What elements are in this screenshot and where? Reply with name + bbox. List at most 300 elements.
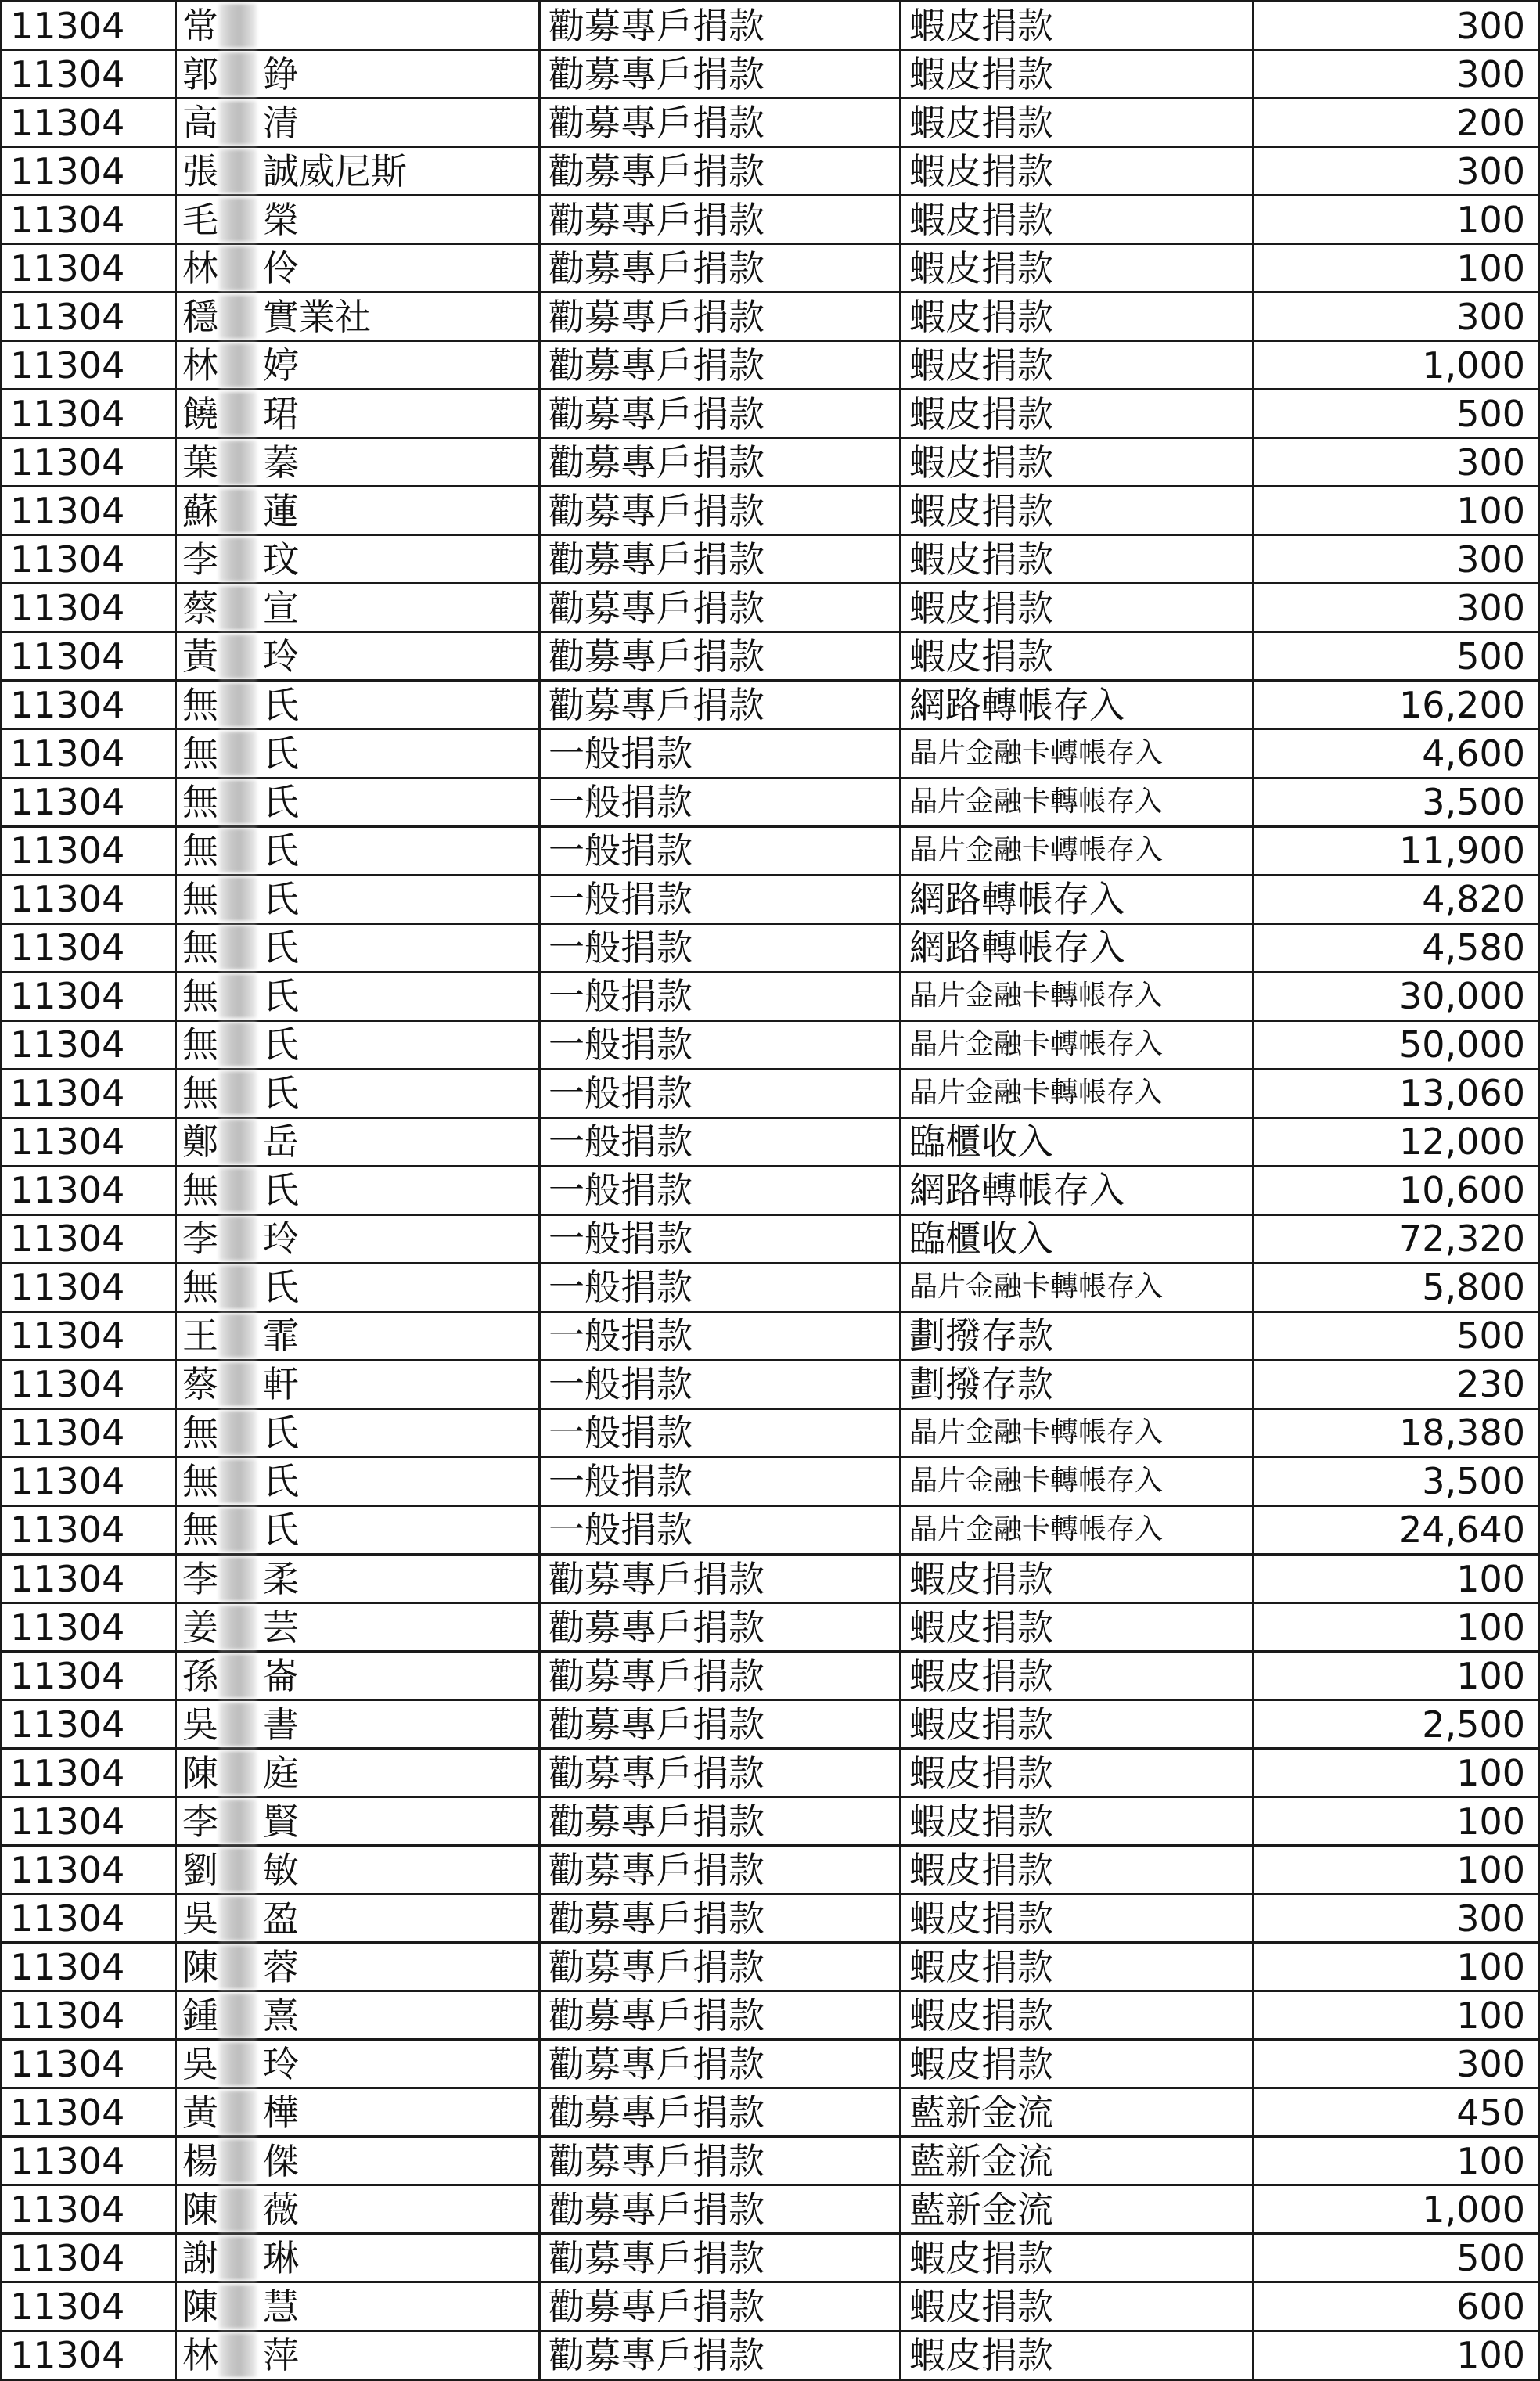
payment-method-cell: 蝦皮捐款: [901, 99, 1254, 147]
donor-surname: 李: [182, 1557, 218, 1600]
donor-name-cell: [176, 1652, 540, 1700]
month-cell: 11304: [2, 1020, 176, 1069]
payment-method-cell: 劃撥存款: [901, 1311, 1254, 1360]
donor-surname: 吳: [182, 2042, 218, 2085]
table-row: [2, 1360, 1539, 1408]
redaction-blur: [219, 1362, 257, 1406]
month-cell: 11304: [2, 1360, 176, 1408]
redaction-blur: [219, 829, 257, 872]
donor-surname: 無: [182, 683, 218, 726]
donor-name-cell: [176, 1846, 540, 1894]
donor-surname: 姜: [182, 1606, 218, 1649]
table-row: [2, 2040, 1539, 2088]
donor-given-name: 賢: [263, 1800, 299, 1843]
redaction-blur: [219, 1994, 257, 2038]
donor-surname: 林: [182, 246, 218, 290]
donor-name: [177, 1751, 538, 1795]
donation-type-cell: 勸募專戶捐款: [540, 293, 901, 341]
donor-surname: 穩: [182, 295, 218, 338]
redaction-blur: [219, 1411, 257, 1455]
donor-surname: 無: [182, 1023, 218, 1066]
month-cell: 11304: [2, 1991, 176, 2040]
donor-given-name: 萍: [263, 2334, 299, 2377]
donor-given-name: 氏: [263, 1072, 299, 1115]
month-cell: 11304: [2, 1311, 176, 1360]
redaction-blur: [219, 1314, 257, 1358]
donor-given-name: 氏: [263, 1023, 299, 1066]
redaction-blur: [219, 392, 257, 436]
table-row: [2, 1991, 1539, 2040]
donor-name-cell: [176, 1603, 540, 1652]
donor-name-cell: [176, 2040, 540, 2088]
donation-type-cell: 一般捐款: [540, 1505, 901, 1554]
donor-name-cell: [176, 778, 540, 826]
payment-method-cell: 晶片金融卡轉帳存入: [901, 778, 1254, 826]
donor-surname: 常: [182, 4, 218, 47]
amount-cell: 100: [1254, 1797, 1539, 1846]
donation-type-cell: 一般捐款: [540, 923, 901, 972]
table-row: [2, 729, 1539, 778]
donation-type-cell: 勸募專戶捐款: [540, 681, 901, 729]
donor-name-cell: [176, 1991, 540, 2040]
redaction-blur: [219, 101, 257, 145]
donor-given-name: 傑: [263, 2139, 299, 2182]
donor-name: [177, 1120, 538, 1164]
donation-type-cell: 勸募專戶捐款: [540, 438, 901, 487]
donor-name: [177, 489, 538, 533]
donor-name: [177, 974, 538, 1018]
amount-cell: 11,900: [1254, 826, 1539, 875]
donor-surname: 吳: [182, 1703, 218, 1746]
redaction-blur: [219, 538, 257, 581]
amount-cell: 24,640: [1254, 1505, 1539, 1554]
donor-surname: 郭: [182, 52, 218, 95]
donor-given-name: 敏: [263, 1848, 299, 1891]
donation-type-cell: 一般捐款: [540, 972, 901, 1020]
donation-type-cell: 勸募專戶捐款: [540, 1846, 901, 1894]
donor-surname: 林: [182, 2334, 218, 2377]
payment-method-cell: 晶片金融卡轉帳存入: [901, 1408, 1254, 1457]
donor-given-name: 慧: [263, 2285, 299, 2328]
donation-type-cell: 勸募專戶捐款: [540, 1749, 901, 1797]
donor-surname: 無: [182, 1072, 218, 1115]
payment-method-cell: 蝦皮捐款: [901, 2331, 1254, 2380]
donor-name-cell: [176, 1749, 540, 1797]
donation-type-cell: 勸募專戶捐款: [540, 1797, 901, 1846]
donor-name-cell: [176, 99, 540, 147]
redaction-blur: [219, 1265, 257, 1309]
table-row: [2, 778, 1539, 826]
month-cell: 11304: [2, 196, 176, 244]
table-row: [2, 99, 1539, 147]
month-cell: 11304: [2, 584, 176, 632]
donor-name-cell: [176, 2, 540, 50]
month-cell: 11304: [2, 1117, 176, 1166]
donation-type-cell: 一般捐款: [540, 1457, 901, 1505]
month-cell: 11304: [2, 1846, 176, 1894]
donation-type-cell: 勸募專戶捐款: [540, 2088, 901, 2137]
table-row: [2, 2185, 1539, 2234]
donation-type-cell: 勸募專戶捐款: [540, 390, 901, 438]
donor-given-name: 氏: [263, 781, 299, 824]
table-row: [2, 2331, 1539, 2380]
amount-cell: 3,500: [1254, 778, 1539, 826]
table-row: [2, 1408, 1539, 1457]
donor-name: [177, 1023, 538, 1066]
donor-given-name: 書: [263, 1703, 299, 1746]
payment-method-cell: 蝦皮捐款: [901, 244, 1254, 293]
donor-name-cell: [176, 1555, 540, 1603]
donor-name-cell: [176, 584, 540, 632]
donor-surname: 李: [182, 538, 218, 581]
table-row: [2, 632, 1539, 681]
table-row: [2, 1603, 1539, 1652]
donation-type-cell: 勸募專戶捐款: [540, 2040, 901, 2088]
redaction-blur: [219, 635, 257, 678]
month-cell: 11304: [2, 2185, 176, 2234]
amount-cell: 300: [1254, 535, 1539, 584]
amount-cell: 100: [1254, 487, 1539, 535]
redaction-blur: [219, 1120, 257, 1164]
donor-name-cell: [176, 535, 540, 584]
month-cell: 11304: [2, 1943, 176, 1991]
amount-cell: 300: [1254, 1894, 1539, 1943]
donor-name: [177, 2091, 538, 2135]
donor-name: [177, 1168, 538, 1212]
donor-name-cell: [176, 1894, 540, 1943]
payment-method-cell: 網路轉帳存入: [901, 875, 1254, 923]
month-cell: 11304: [2, 1166, 176, 1214]
donor-name-cell: [176, 244, 540, 293]
table-row: [2, 2282, 1539, 2331]
table-row: [2, 147, 1539, 196]
redaction-blur: [219, 1654, 257, 1698]
donor-name-cell: [176, 729, 540, 778]
donor-given-name: 蓁: [263, 441, 299, 484]
donor-surname: 李: [182, 1217, 218, 1261]
donor-name: [177, 1557, 538, 1601]
donor-name-cell: [176, 1408, 540, 1457]
donor-name: [177, 926, 538, 969]
redaction-blur: [219, 1703, 257, 1746]
donor-surname: 饒: [182, 392, 218, 435]
amount-cell: 12,000: [1254, 1117, 1539, 1166]
donor-name: [177, 295, 538, 339]
donor-name-cell: [176, 826, 540, 875]
donor-given-name: 琳: [263, 2236, 299, 2279]
payment-method-cell: 臨櫃收入: [901, 1214, 1254, 1263]
payment-method-cell: 蝦皮捐款: [901, 487, 1254, 535]
donor-name: [177, 1314, 538, 1358]
donor-surname: 無: [182, 926, 218, 969]
month-cell: 11304: [2, 487, 176, 535]
amount-cell: 4,600: [1254, 729, 1539, 778]
donation-type-cell: 勸募專戶捐款: [540, 487, 901, 535]
donor-surname: 無: [182, 1460, 218, 1503]
payment-method-cell: 晶片金融卡轉帳存入: [901, 729, 1254, 778]
donor-name-cell: [176, 1166, 540, 1214]
donation-type-cell: 勸募專戶捐款: [540, 1991, 901, 2040]
donation-type-cell: 一般捐款: [540, 1263, 901, 1311]
donor-given-name: 氏: [263, 1460, 299, 1503]
amount-cell: 300: [1254, 2, 1539, 50]
donor-given-name: 氏: [263, 732, 299, 775]
payment-method-cell: 蝦皮捐款: [901, 2234, 1254, 2282]
redaction-blur: [219, 1800, 257, 1843]
payment-method-cell: 臨櫃收入: [901, 1117, 1254, 1166]
donation-type-cell: 一般捐款: [540, 729, 901, 778]
table-row: [2, 196, 1539, 244]
redaction-blur: [219, 489, 257, 533]
redaction-blur: [219, 780, 257, 824]
donor-name: [177, 2139, 538, 2183]
payment-method-cell: 蝦皮捐款: [901, 390, 1254, 438]
donor-surname: 鄭: [182, 1120, 218, 1164]
donation-type-cell: 勸募專戶捐款: [540, 2331, 901, 2380]
amount-cell: 300: [1254, 584, 1539, 632]
donor-name-cell: [176, 2137, 540, 2185]
amount-cell: 100: [1254, 1749, 1539, 1797]
amount-cell: 300: [1254, 2040, 1539, 2088]
table-row: [2, 2088, 1539, 2137]
redaction-blur: [219, 1071, 257, 1115]
payment-method-cell: 蝦皮捐款: [901, 632, 1254, 681]
donor-name-cell: [176, 2088, 540, 2137]
amount-cell: 1,000: [1254, 2185, 1539, 2234]
donor-given-name: 錚: [263, 52, 299, 95]
donor-name: [177, 683, 538, 727]
donation-type-cell: 勸募專戶捐款: [540, 535, 901, 584]
donor-name: [177, 732, 538, 775]
payment-method-cell: 蝦皮捐款: [901, 341, 1254, 390]
table-row: [2, 1700, 1539, 1749]
donor-name: [177, 829, 538, 872]
redaction-blur: [219, 2091, 257, 2135]
donor-given-name: 玲: [263, 635, 299, 678]
donation-type-cell: 勸募專戶捐款: [540, 1652, 901, 1700]
table-row: [2, 244, 1539, 293]
amount-cell: 500: [1254, 2234, 1539, 2282]
donor-surname: 陳: [182, 2188, 218, 2231]
amount-cell: 100: [1254, 2331, 1539, 2380]
table-row: [2, 1117, 1539, 1166]
donor-name-cell: [176, 50, 540, 99]
donor-given-name: 蓮: [263, 489, 299, 532]
month-cell: 11304: [2, 2088, 176, 2137]
month-cell: 11304: [2, 632, 176, 681]
donor-surname: 無: [182, 975, 218, 1018]
donor-given-name: 崙: [263, 1654, 299, 1697]
redaction-blur: [219, 2188, 257, 2232]
donation-type-cell: 勸募專戶捐款: [540, 1943, 901, 1991]
donation-type-cell: 勸募專戶捐款: [540, 244, 901, 293]
amount-cell: 18,380: [1254, 1408, 1539, 1457]
redaction-blur: [219, 1508, 257, 1552]
redaction-blur: [219, 1459, 257, 1503]
month-cell: 11304: [2, 244, 176, 293]
month-cell: 11304: [2, 2040, 176, 2088]
donor-name: [177, 1411, 538, 1455]
donation-type-cell: 勸募專戶捐款: [540, 584, 901, 632]
donor-surname: 無: [182, 829, 218, 872]
donor-name: [177, 2333, 538, 2377]
amount-cell: 30,000: [1254, 972, 1539, 1020]
amount-cell: 100: [1254, 1943, 1539, 1991]
donor-name-cell: [176, 2185, 540, 2234]
amount-cell: 300: [1254, 293, 1539, 341]
table-row: [2, 487, 1539, 535]
redaction-blur: [219, 2139, 257, 2183]
donor-name: [177, 149, 538, 193]
month-cell: 11304: [2, 923, 176, 972]
payment-method-cell: 蝦皮捐款: [901, 535, 1254, 584]
donor-surname: 蔡: [182, 586, 218, 629]
payment-method-cell: 蝦皮捐款: [901, 196, 1254, 244]
donation-type-cell: 一般捐款: [540, 1166, 901, 1214]
table-row: [2, 2234, 1539, 2282]
donation-type-cell: 勸募專戶捐款: [540, 1603, 901, 1652]
donor-surname: 無: [182, 1412, 218, 1455]
redaction-blur: [219, 926, 257, 969]
month-cell: 11304: [2, 1214, 176, 1263]
donor-surname: 王: [182, 1315, 218, 1358]
donation-type-cell: 勸募專戶捐款: [540, 2, 901, 50]
month-cell: 11304: [2, 1700, 176, 1749]
payment-method-cell: 網路轉帳存入: [901, 681, 1254, 729]
donor-name-cell: [176, 875, 540, 923]
amount-cell: 450: [1254, 2088, 1539, 2137]
table-row: [2, 1311, 1539, 1360]
donor-name-cell: [176, 196, 540, 244]
amount-cell: 72,320: [1254, 1214, 1539, 1263]
table-row: [2, 293, 1539, 341]
redaction-blur: [219, 441, 257, 484]
amount-cell: 13,060: [1254, 1069, 1539, 1117]
month-cell: 11304: [2, 2234, 176, 2282]
amount-cell: 100: [1254, 1555, 1539, 1603]
donor-name-cell: [176, 1797, 540, 1846]
donor-name: [177, 4, 538, 48]
amount-cell: 100: [1254, 2137, 1539, 2185]
donor-given-name: 玟: [263, 538, 299, 581]
amount-cell: 3,500: [1254, 1457, 1539, 1505]
table-row: [2, 1846, 1539, 1894]
donor-name: [177, 101, 538, 145]
amount-cell: 300: [1254, 438, 1539, 487]
donor-given-name: 氏: [263, 1266, 299, 1309]
month-cell: 11304: [2, 1069, 176, 1117]
donation-type-cell: 勸募專戶捐款: [540, 50, 901, 99]
month-cell: 11304: [2, 390, 176, 438]
donor-name-cell: [176, 2234, 540, 2282]
table-row: [2, 1166, 1539, 1214]
payment-method-cell: 蝦皮捐款: [901, 1749, 1254, 1797]
donor-given-name: 芸: [263, 1606, 299, 1649]
month-cell: 11304: [2, 1555, 176, 1603]
donor-name: [177, 343, 538, 387]
donor-surname: 劉: [182, 1848, 218, 1891]
donor-given-name: 氏: [263, 926, 299, 969]
donor-name: [177, 1994, 538, 2038]
donor-name-cell: [176, 341, 540, 390]
donor-given-name: 氏: [263, 829, 299, 872]
donor-surname: 李: [182, 1800, 218, 1843]
donor-surname: 黃: [182, 2091, 218, 2134]
donor-name: [177, 2188, 538, 2232]
table-row: [2, 390, 1539, 438]
donor-name: [177, 1945, 538, 1989]
donation-type-cell: 一般捐款: [540, 1117, 901, 1166]
donor-surname: 黃: [182, 635, 218, 678]
donor-name-cell: [176, 972, 540, 1020]
donor-surname: 無: [182, 1509, 218, 1552]
payment-method-cell: 晶片金融卡轉帳存入: [901, 1069, 1254, 1117]
table-row: [2, 826, 1539, 875]
donor-surname: 陳: [182, 2285, 218, 2328]
month-cell: 11304: [2, 1603, 176, 1652]
month-cell: 11304: [2, 2331, 176, 2380]
amount-cell: 500: [1254, 1311, 1539, 1360]
amount-cell: 100: [1254, 196, 1539, 244]
payment-method-cell: 蝦皮捐款: [901, 1603, 1254, 1652]
donation-type-cell: 一般捐款: [540, 1408, 901, 1457]
donor-surname: 陳: [182, 1945, 218, 1988]
amount-cell: 2,500: [1254, 1700, 1539, 1749]
donor-given-name: 實業社: [263, 295, 371, 338]
payment-method-cell: 晶片金融卡轉帳存入: [901, 1505, 1254, 1554]
amount-cell: 300: [1254, 147, 1539, 196]
month-cell: 11304: [2, 438, 176, 487]
redaction-blur: [219, 1217, 257, 1261]
donation-type-cell: 勸募專戶捐款: [540, 2282, 901, 2331]
donor-given-name: 柔: [263, 1557, 299, 1600]
donor-name-cell: [176, 1117, 540, 1166]
redaction-blur: [219, 246, 257, 290]
donor-surname: 無: [182, 878, 218, 921]
donor-given-name: 宣: [263, 586, 299, 629]
donor-name-cell: [176, 390, 540, 438]
month-cell: 11304: [2, 1797, 176, 1846]
donor-name-cell: [176, 147, 540, 196]
donor-surname: 謝: [182, 2236, 218, 2279]
donation-type-cell: 勸募專戶捐款: [540, 147, 901, 196]
donor-surname: 葉: [182, 441, 218, 484]
payment-method-cell: 網路轉帳存入: [901, 1166, 1254, 1214]
redaction-blur: [219, 1945, 257, 1989]
donor-given-name: 誠威尼斯: [263, 149, 407, 192]
donor-name: [177, 538, 538, 581]
table-row: [2, 972, 1539, 1020]
payment-method-cell: 蝦皮捐款: [901, 2, 1254, 50]
table-row: [2, 875, 1539, 923]
payment-method-cell: 蝦皮捐款: [901, 1894, 1254, 1943]
donor-name-cell: [176, 1311, 540, 1360]
payment-method-cell: 晶片金融卡轉帳存入: [901, 972, 1254, 1020]
table-row: [2, 1505, 1539, 1554]
table-row: [2, 1555, 1539, 1603]
donor-name-cell: [176, 1020, 540, 1069]
redaction-blur: [219, 1168, 257, 1212]
redaction-blur: [219, 1751, 257, 1795]
amount-cell: 200: [1254, 99, 1539, 147]
donor-name-cell: [176, 681, 540, 729]
donation-type-cell: 一般捐款: [540, 826, 901, 875]
redaction-blur: [219, 2285, 257, 2329]
payment-method-cell: 晶片金融卡轉帳存入: [901, 1263, 1254, 1311]
donor-name: [177, 1654, 538, 1698]
month-cell: 11304: [2, 1263, 176, 1311]
donor-name: [177, 1265, 538, 1309]
